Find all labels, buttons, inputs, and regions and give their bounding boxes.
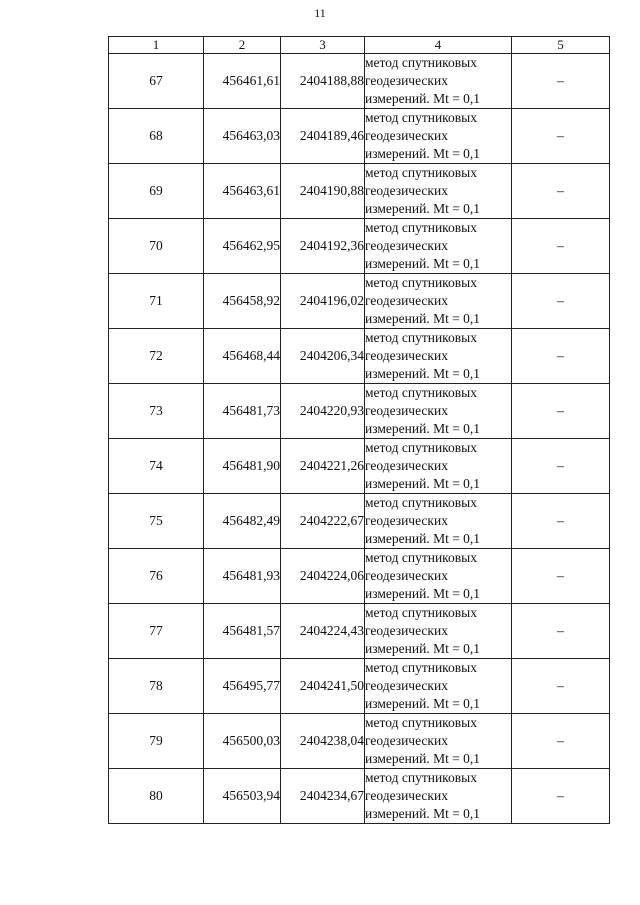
method-line: метод спутниковых bbox=[365, 165, 477, 180]
point-number: 79 bbox=[109, 714, 204, 769]
table-row bbox=[109, 604, 610, 659]
header-cell-4: 4 bbox=[365, 37, 512, 54]
method-line: геодезических bbox=[365, 293, 448, 308]
method-line: метод спутниковых bbox=[365, 715, 477, 730]
method-cell bbox=[365, 549, 512, 604]
coordinate-x: 456481,73 bbox=[204, 384, 281, 439]
point-number: 68 bbox=[109, 109, 204, 164]
note-dash: – bbox=[557, 788, 564, 804]
table-row bbox=[109, 329, 610, 384]
coordinate-x: 456462,95 bbox=[204, 219, 281, 274]
coordinate-y: 2404220,93 bbox=[281, 384, 365, 439]
coordinate-x: 456463,61 bbox=[204, 164, 281, 219]
method-line: измерений. Mt = 0,1 bbox=[365, 531, 481, 546]
method-line: измерений. Mt = 0,1 bbox=[365, 256, 481, 271]
method-line: метод спутниковых bbox=[365, 550, 477, 565]
point-number: 70 bbox=[109, 219, 204, 274]
method-line: геодезических bbox=[365, 788, 448, 803]
method-line: измерений. Mt = 0,1 bbox=[365, 751, 481, 766]
note-cell bbox=[512, 439, 610, 494]
method-line: метод спутниковых bbox=[365, 110, 477, 125]
method-line: метод спутниковых bbox=[365, 385, 477, 400]
method-line: измерений. Mt = 0,1 bbox=[365, 476, 481, 491]
method-cell bbox=[365, 109, 512, 164]
coordinate-y: 2404188,88 bbox=[281, 54, 365, 109]
method-cell bbox=[365, 329, 512, 384]
method-cell bbox=[365, 384, 512, 439]
method-line: геодезических bbox=[365, 403, 448, 418]
point-number: 80 bbox=[109, 769, 204, 824]
method-cell bbox=[365, 54, 512, 109]
point-number: 78 bbox=[109, 659, 204, 714]
note-cell bbox=[512, 109, 610, 164]
page-number: 11 bbox=[314, 6, 326, 20]
table-row bbox=[109, 219, 610, 274]
method-line: метод спутниковых bbox=[365, 770, 477, 785]
coordinate-x: 456481,93 bbox=[204, 549, 281, 604]
note-cell bbox=[512, 54, 610, 109]
point-number: 67 bbox=[109, 54, 204, 109]
method-line: метод спутниковых bbox=[365, 55, 477, 70]
method-line: метод спутниковых bbox=[365, 330, 477, 345]
point-number: 77 bbox=[109, 604, 204, 659]
table-row bbox=[109, 714, 610, 769]
method-line: геодезических bbox=[365, 623, 448, 638]
method-line: измерений. Mt = 0,1 bbox=[365, 146, 481, 161]
method-line: геодезических bbox=[365, 733, 448, 748]
coordinate-y: 2404221,26 bbox=[281, 439, 365, 494]
table-row bbox=[109, 109, 610, 164]
coordinate-y: 2404192,36 bbox=[281, 219, 365, 274]
method-line: измерений. Mt = 0,1 bbox=[365, 311, 481, 326]
note-dash: – bbox=[557, 73, 564, 89]
note-dash: – bbox=[557, 568, 564, 584]
header-cell-5: 5 bbox=[512, 37, 610, 54]
note-cell bbox=[512, 384, 610, 439]
coordinates-table bbox=[108, 36, 610, 824]
method-line: измерений. Mt = 0,1 bbox=[365, 696, 481, 711]
point-number: 75 bbox=[109, 494, 204, 549]
note-dash: – bbox=[557, 238, 564, 254]
method-line: геодезических bbox=[365, 238, 448, 253]
method-cell bbox=[365, 439, 512, 494]
table-header-row bbox=[109, 37, 610, 54]
method-line: измерений. Mt = 0,1 bbox=[365, 641, 481, 656]
table-row bbox=[109, 659, 610, 714]
coordinate-y: 2404189,46 bbox=[281, 109, 365, 164]
method-line: метод спутниковых bbox=[365, 440, 477, 455]
method-cell bbox=[365, 219, 512, 274]
note-cell bbox=[512, 769, 610, 824]
point-number: 69 bbox=[109, 164, 204, 219]
table-row bbox=[109, 439, 610, 494]
note-cell bbox=[512, 164, 610, 219]
note-cell bbox=[512, 714, 610, 769]
method-line: геодезических bbox=[365, 73, 448, 88]
method-line: геодезических bbox=[365, 678, 448, 693]
note-dash: – bbox=[557, 403, 564, 419]
method-line: измерений. Mt = 0,1 bbox=[365, 91, 481, 106]
note-dash: – bbox=[557, 348, 564, 364]
table-row bbox=[109, 494, 610, 549]
coordinate-y: 2404224,06 bbox=[281, 549, 365, 604]
note-dash: – bbox=[557, 513, 564, 529]
method-cell bbox=[365, 769, 512, 824]
coordinate-y: 2404196,02 bbox=[281, 274, 365, 329]
note-dash: – bbox=[557, 128, 564, 144]
note-dash: – bbox=[557, 678, 564, 694]
method-line: геодезических bbox=[365, 513, 448, 528]
table-row bbox=[109, 54, 610, 109]
method-line: геодезических bbox=[365, 348, 448, 363]
note-cell bbox=[512, 274, 610, 329]
method-line: метод спутниковых bbox=[365, 495, 477, 510]
note-cell bbox=[512, 219, 610, 274]
note-cell bbox=[512, 604, 610, 659]
note-dash: – bbox=[557, 293, 564, 309]
method-cell bbox=[365, 164, 512, 219]
note-cell bbox=[512, 494, 610, 549]
coordinate-y: 2404241,50 bbox=[281, 659, 365, 714]
method-cell bbox=[365, 604, 512, 659]
note-dash: – bbox=[557, 183, 564, 199]
table-row bbox=[109, 164, 610, 219]
coordinate-x: 456481,57 bbox=[204, 604, 281, 659]
table-row bbox=[109, 769, 610, 824]
table-body bbox=[109, 54, 610, 824]
method-line: метод спутниковых bbox=[365, 220, 477, 235]
coordinate-y: 2404222,67 bbox=[281, 494, 365, 549]
table-row bbox=[109, 384, 610, 439]
point-number: 74 bbox=[109, 439, 204, 494]
point-number: 72 bbox=[109, 329, 204, 384]
coordinate-x: 456481,90 bbox=[204, 439, 281, 494]
method-line: геодезических bbox=[365, 568, 448, 583]
method-line: измерений. Mt = 0,1 bbox=[365, 366, 481, 381]
point-number: 73 bbox=[109, 384, 204, 439]
point-number: 76 bbox=[109, 549, 204, 604]
coordinate-x: 456495,77 bbox=[204, 659, 281, 714]
method-cell bbox=[365, 494, 512, 549]
point-number: 71 bbox=[109, 274, 204, 329]
note-cell bbox=[512, 549, 610, 604]
method-line: измерений. Mt = 0,1 bbox=[365, 806, 481, 821]
note-dash: – bbox=[557, 458, 564, 474]
header-cell-1: 1 bbox=[109, 37, 204, 54]
method-cell bbox=[365, 659, 512, 714]
coordinate-x: 456482,49 bbox=[204, 494, 281, 549]
coordinate-y: 2404190,88 bbox=[281, 164, 365, 219]
note-cell bbox=[512, 329, 610, 384]
coordinate-x: 456500,03 bbox=[204, 714, 281, 769]
header-cell-3: 3 bbox=[281, 37, 365, 54]
coordinate-y: 2404206,34 bbox=[281, 329, 365, 384]
table-row bbox=[109, 549, 610, 604]
method-line: метод спутниковых bbox=[365, 660, 477, 675]
coordinate-x: 456458,92 bbox=[204, 274, 281, 329]
header-cell-2: 2 bbox=[204, 37, 281, 54]
coordinate-y: 2404224,43 bbox=[281, 604, 365, 659]
method-line: измерений. Mt = 0,1 bbox=[365, 201, 481, 216]
method-line: геодезических bbox=[365, 458, 448, 473]
table-row bbox=[109, 274, 610, 329]
coordinate-y: 2404238,04 bbox=[281, 714, 365, 769]
method-line: метод спутниковых bbox=[365, 605, 477, 620]
coordinate-x: 456463,03 bbox=[204, 109, 281, 164]
method-line: измерений. Mt = 0,1 bbox=[365, 421, 481, 436]
coordinate-y: 2404234,67 bbox=[281, 769, 365, 824]
coordinate-x: 456461,61 bbox=[204, 54, 281, 109]
method-line: измерений. Mt = 0,1 bbox=[365, 586, 481, 601]
method-line: геодезических bbox=[365, 128, 448, 143]
method-cell bbox=[365, 714, 512, 769]
coordinate-x: 456468,44 bbox=[204, 329, 281, 384]
note-cell bbox=[512, 659, 610, 714]
note-dash: – bbox=[557, 733, 564, 749]
note-dash: – bbox=[557, 623, 564, 639]
method-line: метод спутниковых bbox=[365, 275, 477, 290]
coordinate-x: 456503,94 bbox=[204, 769, 281, 824]
method-line: геодезических bbox=[365, 183, 448, 198]
method-cell bbox=[365, 274, 512, 329]
